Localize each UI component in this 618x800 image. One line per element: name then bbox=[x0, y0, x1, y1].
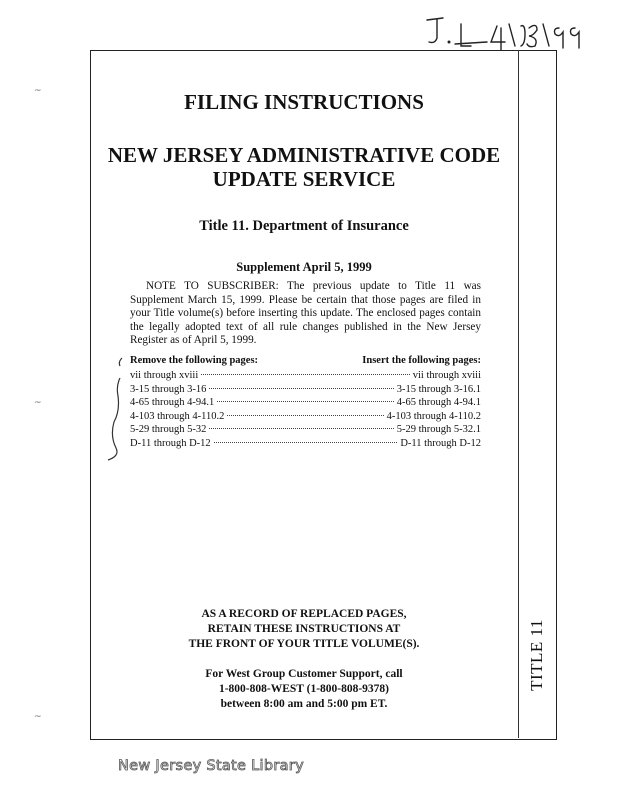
remove-page-range: 4-103 through 4-110.2 bbox=[130, 410, 225, 422]
pages-table bbox=[130, 369, 481, 451]
remove-page-range: vii through xviii bbox=[130, 370, 199, 381]
side-tab-label: TITLE 11 bbox=[526, 619, 546, 691]
insert-page-range: D-11 through D-12 bbox=[400, 437, 481, 449]
dot-leader bbox=[201, 374, 410, 375]
customer-support bbox=[90, 667, 518, 711]
table-row bbox=[130, 437, 481, 451]
dot-leader bbox=[209, 428, 393, 429]
title-line: Title 11. Department of Insurance bbox=[199, 218, 409, 234]
table-row bbox=[130, 396, 481, 410]
dot-leader bbox=[209, 388, 393, 389]
table-row bbox=[130, 383, 481, 397]
remove-page-range: 5-29 through 5-32 bbox=[130, 424, 207, 436]
retain-notice-line: AS A RECORD OF REPLACED PAGES, bbox=[201, 608, 407, 620]
insert-page-range: 5-29 through 5-32.1 bbox=[396, 424, 481, 436]
table-row bbox=[130, 369, 481, 383]
dot-leader bbox=[214, 442, 398, 443]
supplement-date: Supplement April 5, 1999 bbox=[236, 260, 372, 274]
remove-pages-header: Remove the following pages: bbox=[130, 355, 259, 366]
publication-title bbox=[90, 143, 518, 191]
dot-leader bbox=[227, 415, 383, 416]
insert-page-range: vii through xviii bbox=[412, 370, 481, 381]
library-stamp: New Jersey State Library bbox=[118, 758, 304, 774]
remove-page-range: D-11 through D-12 bbox=[130, 437, 211, 449]
margin-mark: ~ bbox=[34, 398, 42, 408]
margin-mark: ~ bbox=[34, 86, 42, 96]
support-phone: 1-800-808-WEST (1-800-808-9378) bbox=[218, 682, 390, 695]
retain-notice-line: RETAIN THESE INSTRUCTIONS AT bbox=[207, 622, 401, 635]
dot-leader bbox=[217, 401, 393, 402]
side-tab bbox=[518, 580, 555, 730]
page-heading: FILING INSTRUCTIONS bbox=[184, 90, 424, 114]
insert-pages-header: Insert the following pages: bbox=[362, 355, 481, 366]
insert-page-range: 3-15 through 3-16.1 bbox=[396, 383, 481, 395]
publication-title-line: UPDATE SERVICE bbox=[212, 167, 396, 191]
margin-mark: ~ bbox=[34, 712, 42, 722]
support-hours: between 8:00 am and 5:00 pm ET. bbox=[220, 697, 388, 710]
remove-page-range: 4-65 through 4-94.1 bbox=[130, 397, 215, 409]
table-row bbox=[130, 410, 481, 424]
retain-notice bbox=[90, 607, 518, 651]
handwritten-bracket bbox=[100, 356, 130, 461]
subscriber-note: NOTE TO SUBSCRIBER: The previous update to Title 11 was Supplement March 15, 1999. Please be certain that those pages are filed in your Title volume(s) before inserting this update. The enclosed pages contain the legally adopted text of all rule changes published in the New Jersey Register as of April 5, 1999. bbox=[130, 280, 481, 347]
remove-page-range: 3-15 through 3-16 bbox=[130, 383, 207, 395]
retain-notice-line: THE FRONT OF YOUR TITLE VOLUME(S). bbox=[188, 637, 420, 650]
insert-page-range: 4-103 through 4-110.2 bbox=[386, 410, 481, 422]
support-line: For West Group Customer Support, call bbox=[205, 668, 403, 680]
publication-title-line: NEW JERSEY ADMINISTRATIVE CODE bbox=[107, 143, 501, 167]
table-row bbox=[130, 423, 481, 437]
handwritten-initials-date bbox=[425, 14, 585, 54]
insert-page-range: 4-65 through 4-94.1 bbox=[396, 397, 481, 409]
